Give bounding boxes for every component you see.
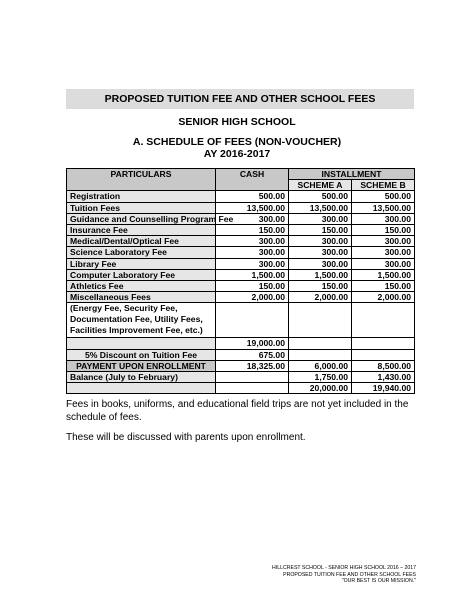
payment-label: PAYMENT UPON ENROLLMENT xyxy=(67,360,216,371)
fee-label: Library Fee xyxy=(67,258,216,269)
document-banner xyxy=(66,89,414,109)
header-particulars: PARTICULARS xyxy=(67,169,216,191)
footer-line: HILLCREST SCHOOL - SENIOR HIGH SCHOOL 2016 – 2017 xyxy=(272,565,416,571)
table-row xyxy=(67,247,415,258)
cash-value: 1,500.00 xyxy=(216,269,289,280)
balance-scheme-b: 1,430.00 xyxy=(352,372,415,383)
balance-scheme-a: 1,750.00 xyxy=(289,372,352,383)
scheme-b-value: 300.00 xyxy=(352,213,415,224)
total-scheme-b: 19,940.00 xyxy=(352,383,415,394)
discount-cash: 675.00 xyxy=(216,349,289,360)
empty-cell xyxy=(67,338,216,349)
table-header-row xyxy=(67,169,415,180)
scheme-a-value: 300.00 xyxy=(289,213,352,224)
scheme-b-value: 2,000.00 xyxy=(352,292,415,303)
table-row xyxy=(67,281,415,292)
fee-label: Insurance Fee xyxy=(67,225,216,236)
fee-label: Guidance and Counselling Program Fee xyxy=(67,213,216,224)
school-level-heading: SENIOR HIGH SCHOOL xyxy=(178,116,296,128)
fee-label: Computer Laboratory Fee xyxy=(67,269,216,280)
misc-detail-line: Documentation Fee, Utility Fees, xyxy=(70,314,203,325)
misc-detail-line: (Energy Fee, Security Fee, xyxy=(70,303,178,314)
table-row xyxy=(67,225,415,236)
header-installment: INSTALLMENT xyxy=(289,169,415,180)
scheme-a-value: 13,500.00 xyxy=(289,202,352,213)
cash-value: 300.00 xyxy=(216,247,289,258)
fee-schedule-table xyxy=(66,168,415,394)
subtotal-row xyxy=(67,338,415,349)
misc-detail-cell xyxy=(67,303,216,338)
cash-value: 2,000.00 xyxy=(216,292,289,303)
header-cash: CASH xyxy=(216,169,289,191)
scheme-b-value: 300.00 xyxy=(352,236,415,247)
discount-label: 5% Discount on Tuition Fee xyxy=(67,349,216,360)
cash-value: 500.00 xyxy=(216,191,289,202)
empty-cell xyxy=(216,303,289,338)
payment-cash: 18,325.00 xyxy=(216,360,289,371)
balance-label: Balance (July to February) xyxy=(67,372,216,383)
table-row xyxy=(67,191,415,202)
empty-cell xyxy=(216,383,289,394)
scheme-a-value: 1,500.00 xyxy=(289,269,352,280)
note-exclusions: Fees in books, uniforms, and educational field trips are not yet included in the schedule of fees. xyxy=(66,399,409,423)
cash-value: 300.00 xyxy=(216,236,289,247)
table-row xyxy=(67,258,415,269)
total-row xyxy=(67,383,415,394)
table-row xyxy=(67,292,415,303)
scheme-b-value: 300.00 xyxy=(352,247,415,258)
table-row xyxy=(67,213,415,224)
footer-line: PROPOSED TUITION FEE AND OTHER SCHOOL FEES xyxy=(283,571,416,578)
academic-year: AY 2016-2017 xyxy=(203,148,271,160)
fee-label: Science Laboratory Fee xyxy=(67,247,216,258)
payment-scheme-b: 8,500.00 xyxy=(352,360,415,371)
scheme-b-value: 300.00 xyxy=(352,258,415,269)
table-row xyxy=(67,269,415,280)
scheme-b-value: 150.00 xyxy=(352,281,415,292)
empty-cell xyxy=(352,338,415,349)
empty-cell xyxy=(216,372,289,383)
scheme-a-value: 300.00 xyxy=(289,236,352,247)
empty-cell xyxy=(289,338,352,349)
total-scheme-a: 20,000.00 xyxy=(289,383,352,394)
fee-label: Miscellaneous Fees xyxy=(67,292,216,303)
misc-detail-row xyxy=(67,303,415,338)
empty-cell xyxy=(289,303,352,338)
page-footer xyxy=(272,565,416,585)
scheme-b-value: 1,500.00 xyxy=(352,269,415,280)
section-title: A. SCHEDULE OF FEES (NON-VOUCHER) xyxy=(132,136,342,148)
balance-row xyxy=(67,372,415,383)
fee-label: Tuition Fees xyxy=(67,202,216,213)
fee-label: Registration xyxy=(67,191,216,202)
subtotal-cash: 19,000.00 xyxy=(216,338,289,349)
cash-value: 150.00 xyxy=(216,281,289,292)
empty-cell xyxy=(289,349,352,360)
cash-value: 150.00 xyxy=(216,225,289,236)
cash-value: 300.00 xyxy=(216,258,289,269)
table-row xyxy=(67,236,415,247)
note-discussion: These will be discussed with parents upon enrollment. xyxy=(66,432,306,443)
footer-motto: "OUR BEST IS OUR MISSION." xyxy=(341,578,416,584)
empty-cell xyxy=(352,303,415,338)
cash-value: 300.00 xyxy=(216,213,289,224)
scheme-b-value: 500.00 xyxy=(352,191,415,202)
scheme-a-value: 500.00 xyxy=(289,191,352,202)
empty-cell xyxy=(352,349,415,360)
empty-cell xyxy=(67,383,216,394)
misc-detail-line: Facilities Improvement Fee, etc.) xyxy=(70,325,203,336)
scheme-a-value: 300.00 xyxy=(289,258,352,269)
scheme-a-value: 2,000.00 xyxy=(289,292,352,303)
fee-label: Athletics Fee xyxy=(67,281,216,292)
payment-row xyxy=(67,360,415,371)
scheme-a-value: 300.00 xyxy=(289,247,352,258)
cash-value: 13,500.00 xyxy=(216,202,289,213)
header-scheme-b: SCHEME B xyxy=(352,180,415,191)
fee-label: Medical/Dental/Optical Fee xyxy=(67,236,216,247)
payment-scheme-a: 6,000.00 xyxy=(289,360,352,371)
table-row xyxy=(67,202,415,213)
scheme-b-value: 13,500.00 xyxy=(352,202,415,213)
scheme-a-value: 150.00 xyxy=(289,281,352,292)
header-scheme-a: SCHEME A xyxy=(289,180,352,191)
discount-row xyxy=(67,349,415,360)
banner-title: PROPOSED TUITION FEE AND OTHER SCHOOL FEES xyxy=(104,93,376,105)
scheme-b-value: 150.00 xyxy=(352,225,415,236)
scheme-a-value: 150.00 xyxy=(289,225,352,236)
